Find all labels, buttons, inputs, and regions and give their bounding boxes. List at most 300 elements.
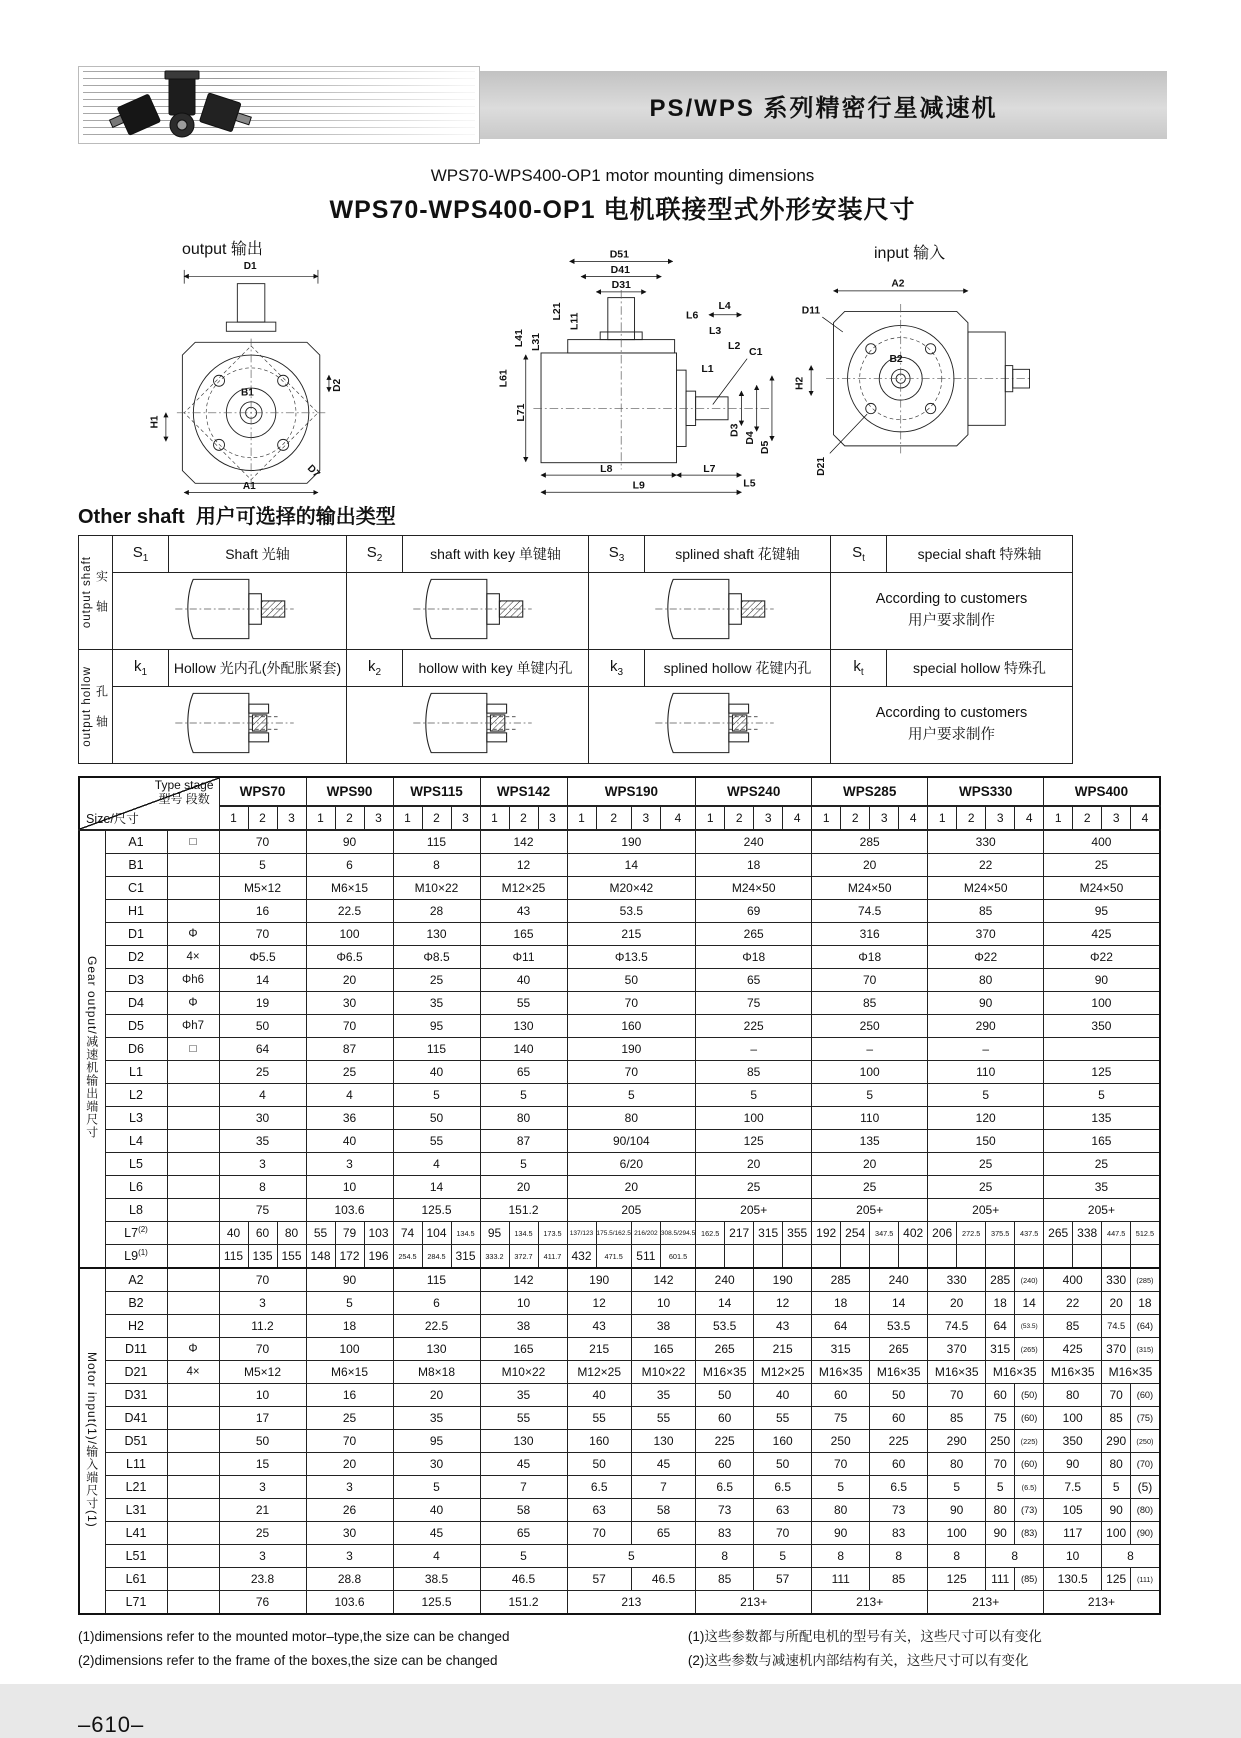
row-label-L61: L61 xyxy=(105,1568,167,1591)
row-symbol xyxy=(167,1084,219,1107)
model-header-WPS115: WPS115 xyxy=(393,777,480,806)
dim-value-cell: 5 xyxy=(812,1084,928,1107)
dim-value-cell: 142 xyxy=(480,1268,567,1292)
D21-label: D21 xyxy=(816,456,828,476)
dim-value-cell: 315 xyxy=(812,1338,870,1361)
dim-value-cell: 5 xyxy=(393,1084,480,1107)
dim-value-cell: M10×22 xyxy=(480,1361,567,1384)
dim-value-cell xyxy=(725,1245,754,1269)
dim-value-cell: 265 xyxy=(696,923,812,946)
input-view-drawing xyxy=(780,276,1042,486)
dim-value-cell: (6.5) xyxy=(1015,1476,1044,1499)
dim-value-cell: 411.7 xyxy=(538,1245,567,1269)
dim-value-cell: 70 xyxy=(928,1384,986,1407)
row-label-A2: A2 xyxy=(105,1268,167,1292)
other-shaft-table-host xyxy=(78,535,1167,764)
dim-value-cell xyxy=(928,1245,957,1269)
row-symbol xyxy=(167,1453,219,1476)
dim-value-cell: 90/104 xyxy=(567,1130,696,1153)
dim-value-cell: 355 xyxy=(783,1222,812,1245)
dim-value-cell: 160 xyxy=(567,1015,696,1038)
row-label-L7: L7$^{(2)}$ xyxy=(105,1222,167,1245)
dim-value-cell: 20 xyxy=(393,1384,480,1407)
dim-value-cell: 90 xyxy=(306,830,393,854)
model-header-WPS70: WPS70 xyxy=(219,777,306,806)
L11-label: L11 xyxy=(569,312,581,331)
row-symbol xyxy=(167,1153,219,1176)
dim-value-cell: 70 xyxy=(306,1430,393,1453)
dim-value-cell: (285) xyxy=(1131,1268,1160,1292)
dim-value-cell: 110 xyxy=(928,1061,1044,1084)
row-label-L41: L41 xyxy=(105,1522,167,1545)
dim-value-cell: 43 xyxy=(480,900,567,923)
row-symbol xyxy=(167,1476,219,1499)
dim-value-cell: 315 xyxy=(451,1245,480,1269)
dim-value-cell: 10 xyxy=(631,1292,695,1315)
dim-value-cell: 5 xyxy=(928,1084,1044,1107)
L1-label: L1 xyxy=(701,364,714,376)
dim-value-cell: 254.5 xyxy=(393,1245,422,1269)
row-label-L4: L4 xyxy=(105,1130,167,1153)
model-header-WPS190: WPS190 xyxy=(567,777,696,806)
dim-value-cell: 64 xyxy=(219,1038,306,1061)
dim-value-cell: 87 xyxy=(306,1038,393,1061)
dim-value-cell: 350 xyxy=(1044,1430,1102,1453)
row-label-H1: H1 xyxy=(105,900,167,923)
row-label-L2: L2 xyxy=(105,1084,167,1107)
dim-value-cell: 162.5 xyxy=(696,1222,725,1245)
dim-value-cell: 372.7 xyxy=(509,1245,538,1269)
D2-label: D2 xyxy=(331,378,343,392)
row-symbol: □ xyxy=(167,1038,219,1061)
dim-value-cell: 206 xyxy=(928,1222,957,1245)
dim-value-cell: 38.5 xyxy=(393,1568,480,1591)
shaft-type-desc: Shaft 光轴 xyxy=(169,536,347,573)
dim-value-cell: Φ5.5 xyxy=(219,946,306,969)
dim-value-cell: 5 xyxy=(480,1084,567,1107)
dim-value-cell: 14 xyxy=(393,1176,480,1199)
row-symbol xyxy=(167,1568,219,1591)
dim-value-cell: 172 xyxy=(335,1245,364,1269)
dim-value-cell: 90 xyxy=(986,1522,1015,1545)
stage-header: 2 xyxy=(1073,806,1102,830)
D5-label: D5 xyxy=(760,440,772,455)
L61-label: L61 xyxy=(498,369,510,388)
dim-value-cell: 25 xyxy=(306,1407,393,1430)
row-symbol xyxy=(167,1407,219,1430)
dim-value-cell: 447.5 xyxy=(1102,1222,1131,1245)
dim-value-cell xyxy=(870,1245,899,1269)
dim-value-cell: 103.6 xyxy=(306,1591,393,1615)
dim-value-cell: 205+ xyxy=(928,1199,1044,1222)
row-label-D5: D5 xyxy=(105,1015,167,1038)
row-symbol xyxy=(167,1130,219,1153)
dim-value-cell: 350 xyxy=(1044,1015,1160,1038)
L21-label: L21 xyxy=(552,302,564,321)
dim-value-cell: 80 xyxy=(480,1107,567,1130)
dim-value-cell: – xyxy=(812,1038,928,1061)
dim-value-cell: 12 xyxy=(754,1292,812,1315)
dim-value-cell: 19 xyxy=(219,992,306,1015)
row-label-D3: D3 xyxy=(105,969,167,992)
shaft-type-code: $S_3$ xyxy=(589,536,645,573)
dim-value-cell: 35 xyxy=(480,1384,567,1407)
dim-value-cell: 205+ xyxy=(696,1199,812,1222)
row-symbol: 4× xyxy=(167,946,219,969)
heading_cn-label: 用户可选择的输出类型 xyxy=(195,506,396,528)
dim-value-cell: (73) xyxy=(1015,1499,1044,1522)
shaft-illustration-cell xyxy=(589,573,831,650)
dim-value-cell: 12 xyxy=(567,1292,631,1315)
dim-value-cell: 6.5 xyxy=(870,1476,928,1499)
dim-value-cell: 250 xyxy=(812,1015,928,1038)
row-symbol xyxy=(167,1430,219,1453)
dim-value-cell: 4 xyxy=(393,1545,480,1568)
dim-value-cell: – xyxy=(928,1038,1044,1061)
dim-value-cell: 18 xyxy=(306,1315,393,1338)
dim-value-cell: 5 xyxy=(393,1476,480,1499)
dim-value-cell: 100 xyxy=(696,1107,812,1130)
dim-value-cell: 90 xyxy=(928,1499,986,1522)
dim-value-cell: 130 xyxy=(631,1430,695,1453)
model-header-WPS240: WPS240 xyxy=(696,777,812,806)
B1-label: B1 xyxy=(241,387,254,399)
dim-value-cell: M10×22 xyxy=(393,877,480,900)
dim-value-cell: 8 xyxy=(219,1176,306,1199)
dim-value-cell: 80 xyxy=(928,969,1044,992)
dim-value-cell: 125.5 xyxy=(393,1591,480,1615)
dim-value-cell: 83 xyxy=(696,1522,754,1545)
dim-value-cell: M16×35 xyxy=(696,1361,754,1384)
dim-value-cell: 90 xyxy=(306,1268,393,1292)
dim-value-cell: M16×35 xyxy=(1102,1361,1160,1384)
dim-value-cell: 315 xyxy=(986,1338,1015,1361)
dim-value-cell: 265 xyxy=(1044,1222,1073,1245)
dim-value-cell: 36 xyxy=(306,1107,393,1130)
dim-value-cell: (240) xyxy=(1015,1268,1044,1292)
row-label-L31: L31 xyxy=(105,1499,167,1522)
row-label-D4: D4 xyxy=(105,992,167,1015)
dim-value-cell: 290 xyxy=(1102,1430,1131,1453)
dim-value-cell: 100 xyxy=(928,1522,986,1545)
dim-value-cell: 50 xyxy=(219,1015,306,1038)
dim-value-cell: 254 xyxy=(841,1222,870,1245)
dim-value-cell: 5 xyxy=(567,1084,696,1107)
dim-value-cell: 22 xyxy=(928,854,1044,877)
dim-value-cell: 55 xyxy=(631,1407,695,1430)
dim-value-cell: 5 xyxy=(1044,1084,1160,1107)
hollow-shaft-drawing xyxy=(155,688,305,758)
dim-value-cell: 137/123 xyxy=(567,1222,596,1245)
dim-value-cell: 213+ xyxy=(1044,1591,1160,1615)
dim-value-cell: 35 xyxy=(393,1407,480,1430)
stage-header: 4 xyxy=(783,806,812,830)
dim-value-cell: 165 xyxy=(480,923,567,946)
dim-value-cell: 4 xyxy=(219,1084,306,1107)
shaft-illustration-cell xyxy=(589,687,831,764)
dim-value-cell: 4 xyxy=(306,1084,393,1107)
shaft-type-code: $k_2$ xyxy=(347,650,403,687)
dim-value-cell: 196 xyxy=(364,1245,393,1269)
dim-value-cell: 6.5 xyxy=(754,1476,812,1499)
dim-value-cell: M12×25 xyxy=(567,1361,631,1384)
dim-value-cell: 28.8 xyxy=(306,1568,393,1591)
shaft-type-code: $k_3$ xyxy=(589,650,645,687)
dim-value-cell: 45 xyxy=(631,1453,695,1476)
dim-value-cell: 225 xyxy=(696,1430,754,1453)
dim-value-cell: 315 xyxy=(754,1222,783,1245)
dim-value-cell: M24×50 xyxy=(928,877,1044,900)
row-symbol: 4× xyxy=(167,1361,219,1384)
dim-value-cell: 7 xyxy=(631,1476,695,1499)
dim-value-cell: 80 xyxy=(567,1107,696,1130)
dim-value-cell: 25 xyxy=(928,1153,1044,1176)
dim-value-cell: M16×35 xyxy=(986,1361,1044,1384)
A1-label: A1 xyxy=(242,480,256,492)
stage-header: 4 xyxy=(1131,806,1160,830)
hollow-shaft-drawing xyxy=(635,688,785,758)
dim-value-cell: 100 xyxy=(1044,1407,1102,1430)
solid-shaft-drawing xyxy=(155,574,305,644)
stage-header: 1 xyxy=(219,806,248,830)
dim-value-cell: 43 xyxy=(567,1315,631,1338)
dim-value-cell: 130 xyxy=(480,1430,567,1453)
dim-value-cell: 40 xyxy=(393,1499,480,1522)
dim-value-cell: M16×35 xyxy=(1044,1361,1102,1384)
model-header-WPS285: WPS285 xyxy=(812,777,928,806)
dim-value-cell: 16 xyxy=(306,1384,393,1407)
dim-value-cell: 55 xyxy=(480,992,567,1015)
stage-header: 1 xyxy=(696,806,725,830)
dim-value-cell: 70 xyxy=(306,1015,393,1038)
dim-value-cell: 50 xyxy=(870,1384,928,1407)
dim-value-cell: 240 xyxy=(870,1268,928,1292)
shaft-type-desc: special shaft 特殊轴 xyxy=(887,536,1073,573)
dim-value-cell: 192 xyxy=(812,1222,841,1245)
dim-value-cell: 90 xyxy=(928,992,1044,1015)
dim-value-cell: 70 xyxy=(754,1522,812,1545)
dim-value-cell: 225 xyxy=(870,1430,928,1453)
dim-value-cell: 14 xyxy=(219,969,306,992)
dim-value-cell: 18 xyxy=(812,1292,870,1315)
footnote-cn-1: (1)这些参数都与所配电机的型号有关，这些尺寸可以有变化 xyxy=(687,1629,1042,1644)
dim-value-cell: (265) xyxy=(1015,1338,1044,1361)
shaft-type-desc: shaft with key 单键轴 xyxy=(403,536,589,573)
stage-header: 3 xyxy=(986,806,1015,830)
dim-value-cell: 25 xyxy=(306,1061,393,1084)
dim-value-cell: 22.5 xyxy=(393,1315,480,1338)
dim-value-cell: 173.5 xyxy=(538,1222,567,1245)
dim-value-cell: 130 xyxy=(480,1015,567,1038)
dim-value-cell: 215 xyxy=(567,923,696,946)
D51-label: D51 xyxy=(609,249,629,261)
dim-value-cell: (225) xyxy=(1015,1430,1044,1453)
dim-value-cell: 115 xyxy=(393,1038,480,1061)
footnotes xyxy=(78,1625,1167,1672)
dim-value-cell: 11.2 xyxy=(219,1315,306,1338)
dim-value-cell: 30 xyxy=(393,1453,480,1476)
dim-value-cell xyxy=(899,1245,928,1269)
D7-label: D7 xyxy=(304,463,322,480)
dim-value-cell: 75 xyxy=(219,1199,306,1222)
dim-value-cell: 338 xyxy=(1073,1222,1102,1245)
dim-value-cell: 70 xyxy=(219,923,306,946)
stage-header: 3 xyxy=(277,806,306,830)
dim-value-cell: 190 xyxy=(754,1268,812,1292)
dim-value-cell: 250 xyxy=(812,1430,870,1453)
row-symbol xyxy=(167,1315,219,1338)
dim-value-cell: 40 xyxy=(306,1130,393,1153)
dim-value-cell: 134.5 xyxy=(509,1222,538,1245)
dim-value-cell: 25 xyxy=(393,969,480,992)
dim-value-cell: Φ22 xyxy=(928,946,1044,969)
dim-value-cell: 18 xyxy=(1131,1292,1160,1315)
row-label-L21: L21 xyxy=(105,1476,167,1499)
dim-value-cell: 7.5 xyxy=(1044,1476,1102,1499)
dim-value-cell: 20 xyxy=(696,1153,812,1176)
dim-value-cell: M16×35 xyxy=(812,1361,870,1384)
dim-value-cell: 8 xyxy=(696,1545,754,1568)
row-label-D6: D6 xyxy=(105,1038,167,1061)
dim-value-cell: 85 xyxy=(812,992,928,1015)
dim-value-cell: 30 xyxy=(219,1107,306,1130)
dim-value-cell: 85 xyxy=(928,900,1044,923)
dim-value-cell: 10 xyxy=(480,1292,567,1315)
dim-value-cell: 3 xyxy=(306,1476,393,1499)
dim-value-cell: 5 xyxy=(812,1476,870,1499)
dim-value-cell: 3 xyxy=(306,1545,393,1568)
stage-header: 2 xyxy=(248,806,277,830)
dim-value-cell: 74.5 xyxy=(928,1315,986,1338)
dim-value-cell: Φ13.5 xyxy=(567,946,696,969)
dim-value-cell: 40 xyxy=(567,1384,631,1407)
dim-value-cell: 83 xyxy=(870,1522,928,1545)
dim-value-cell: 60 xyxy=(812,1384,870,1407)
dim-value-cell: 175.5/162.5 xyxy=(596,1222,631,1245)
dim-value-cell: 155 xyxy=(277,1245,306,1269)
dim-value-cell: 16 xyxy=(219,900,306,923)
dim-value-cell: 6/20 xyxy=(567,1153,696,1176)
dim-value-cell: (83) xyxy=(1015,1522,1044,1545)
output-caption: output 输出 xyxy=(182,241,263,258)
dim-value-cell: 20 xyxy=(306,969,393,992)
dim-value-cell: 471.5 xyxy=(596,1245,631,1269)
dim-value-cell: 5 xyxy=(480,1545,567,1568)
dim-value-cell: (250) xyxy=(1131,1430,1160,1453)
dim-value-cell: 6.5 xyxy=(696,1476,754,1499)
dim-value-cell: 3 xyxy=(219,1476,306,1499)
dim-value-cell: 25 xyxy=(1044,1153,1160,1176)
stage-header: 1 xyxy=(928,806,957,830)
stage-header: 3 xyxy=(451,806,480,830)
dim-value-cell: 190 xyxy=(567,1268,631,1292)
L6-label: L6 xyxy=(686,310,699,322)
dim-value-cell: 30 xyxy=(306,1522,393,1545)
dim-value-cell: 100 xyxy=(306,923,393,946)
dim-value-cell: 115 xyxy=(393,830,480,854)
footnote-en-1: (1)dimensions refer to the mounted motor–type,the size can be changed xyxy=(78,1629,510,1644)
D31-label: D31 xyxy=(611,280,631,292)
row-label-H2: H2 xyxy=(105,1315,167,1338)
shaft-illustration-cell xyxy=(113,573,347,650)
dim-value-cell: 7 xyxy=(480,1476,567,1499)
row-symbol xyxy=(167,1199,219,1222)
stage-header: 1 xyxy=(480,806,509,830)
row-label-L1: L1 xyxy=(105,1061,167,1084)
dim-value-cell: 90 xyxy=(1044,1453,1102,1476)
dim-value-cell: 85 xyxy=(928,1407,986,1430)
dim-value-cell: 5 xyxy=(928,1476,986,1499)
row-label-D31: D31 xyxy=(105,1384,167,1407)
row-symbol: Φ xyxy=(167,992,219,1015)
dim-value-cell: 330 xyxy=(928,830,1044,854)
dim-value-cell: 50 xyxy=(567,969,696,992)
dim-value-cell: 265 xyxy=(696,1338,754,1361)
dim-value-cell: 25 xyxy=(219,1522,306,1545)
H2-label: H2 xyxy=(794,376,806,390)
model-header-WPS142: WPS142 xyxy=(480,777,567,806)
header-band xyxy=(78,66,1167,144)
shaft-group-side-label: output shaft 实 轴 xyxy=(79,536,113,650)
dim-value-cell: 205+ xyxy=(812,1199,928,1222)
dim-value-cell: 45 xyxy=(480,1453,567,1476)
dim-value-cell: 70 xyxy=(567,992,696,1015)
dim-value-cell: 21 xyxy=(219,1499,306,1522)
dim-value-cell: 50 xyxy=(754,1453,812,1476)
dim-value-cell: 53.5 xyxy=(696,1315,754,1338)
dim-value-cell: 25 xyxy=(928,1176,1044,1199)
dim-value-cell: 80 xyxy=(812,1499,870,1522)
dim-value-cell: 22.5 xyxy=(306,900,393,923)
dim-value-cell: 110 xyxy=(812,1107,928,1130)
dim-value-cell: 265 xyxy=(870,1338,928,1361)
dim-value-cell: 22 xyxy=(1044,1292,1102,1315)
dim-value-cell: 35 xyxy=(1044,1176,1160,1199)
dim-value-cell: 70 xyxy=(812,1453,870,1476)
L2-label: L2 xyxy=(728,341,741,353)
dim-value-cell: 125 xyxy=(696,1130,812,1153)
dim-value-cell: 284.5 xyxy=(422,1245,451,1269)
dim-value-cell: 130 xyxy=(393,923,480,946)
row-label-L71: L71 xyxy=(105,1591,167,1615)
dim-value-cell: 90 xyxy=(1102,1499,1131,1522)
dim-value-cell: 140 xyxy=(480,1038,567,1061)
L7-label: L7 xyxy=(703,464,716,476)
dim-value-cell: (80) xyxy=(1131,1499,1160,1522)
dim-value-cell xyxy=(1073,1245,1102,1269)
shaft-type-desc: Hollow 光内孔(外配胀紧套) xyxy=(169,650,347,687)
dim-value-cell: 5 xyxy=(986,1476,1015,1499)
dim-value-cell: M6×15 xyxy=(306,877,393,900)
dim-value-cell: 165 xyxy=(480,1338,567,1361)
L5-label: L5 xyxy=(743,478,756,490)
dim-value-cell: 135 xyxy=(248,1245,277,1269)
dim-value-cell: 15 xyxy=(219,1453,306,1476)
dim-value-cell: 70 xyxy=(812,969,928,992)
dim-value-cell xyxy=(1044,1038,1160,1061)
L41-label: L41 xyxy=(513,329,525,348)
dim-value-cell: 65 xyxy=(480,1061,567,1084)
dim-value-cell: Φ6.5 xyxy=(306,946,393,969)
dim-value-cell: 70 xyxy=(567,1522,631,1545)
L4-label: L4 xyxy=(718,301,731,313)
row-symbol xyxy=(167,1384,219,1407)
dim-value-cell: 25 xyxy=(1044,854,1160,877)
dim-value-cell: 55 xyxy=(306,1222,335,1245)
stage-header: 2 xyxy=(957,806,986,830)
output-view-drawing xyxy=(136,258,368,498)
shaft-type-desc: hollow with key 单键内孔 xyxy=(403,650,589,687)
